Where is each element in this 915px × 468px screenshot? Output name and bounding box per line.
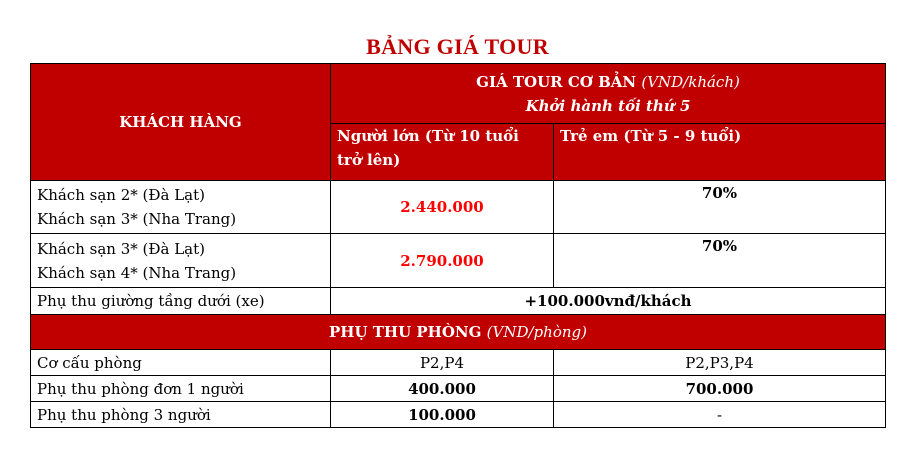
child-header-label: Trẻ em (Từ 5 - 9 tuổi) <box>560 127 742 145</box>
departure-label: Khởi hành tối thứ 5 <box>525 96 691 115</box>
room-value-col1: 400.000 <box>331 376 554 402</box>
room-label: Phụ thu phòng 3 người <box>31 402 331 428</box>
hotel-line1: Khách sạn 3* (Đà Lạt) <box>37 239 205 258</box>
child-price: 70% <box>554 234 886 288</box>
room-value-col1: P2,P4 <box>331 350 554 376</box>
adult-price: 2.790.000 <box>331 234 554 288</box>
tour-price-table <box>30 63 886 428</box>
table-row <box>31 402 886 428</box>
table-row <box>31 376 886 402</box>
table-row <box>31 181 886 234</box>
adult-header-line2: trở lên) <box>337 151 401 169</box>
room-value-col1: 100.000 <box>331 402 554 428</box>
hotel-line2: Khách sạn 3* (Nha Trang) <box>37 210 237 228</box>
base-price-header <box>331 64 886 124</box>
room-section-title: PHỤ THU PHÒNG <box>329 323 482 341</box>
hotel-cell <box>31 181 331 234</box>
adult-header-line1: Người lớn (Từ 10 tuổi <box>337 127 519 145</box>
bus-surcharge-value: +100.000vnđ/khách <box>331 288 886 315</box>
room-value-col2: - <box>554 402 886 428</box>
adult-price: 2.440.000 <box>331 181 554 234</box>
room-section-unit: (VND/phòng) <box>486 323 587 341</box>
header-row-1 <box>31 64 886 124</box>
base-price-label: GIÁ TOUR CƠ BẢN <box>476 72 637 91</box>
page-title: BẢNG GIÁ TOUR <box>366 34 549 59</box>
room-label: Cơ cấu phòng <box>31 350 331 376</box>
hotel-cell <box>31 234 331 288</box>
table-row <box>31 350 886 376</box>
room-section-title-cell <box>31 315 886 350</box>
customer-header-label: KHÁCH HÀNG <box>119 113 242 131</box>
room-section-header <box>31 315 886 350</box>
hotel-line1: Khách sạn 2* (Đà Lạt) <box>37 186 205 204</box>
child-price: 70% <box>554 181 886 234</box>
child-header <box>554 124 886 181</box>
hotel-line2: Khách sạn 4* (Nha Trang) <box>37 263 237 282</box>
bus-surcharge-label: Phụ thu giường tầng dưới (xe) <box>31 288 331 315</box>
table-row <box>31 234 886 288</box>
room-value-col2: 700.000 <box>554 376 886 402</box>
room-label: Phụ thu phòng đơn 1 người <box>31 376 331 402</box>
base-price-unit: (VND/khách) <box>641 72 740 91</box>
customer-header <box>31 64 331 181</box>
adult-header <box>331 124 554 181</box>
table-row <box>31 288 886 315</box>
room-value-col2: P2,P3,P4 <box>554 350 886 376</box>
